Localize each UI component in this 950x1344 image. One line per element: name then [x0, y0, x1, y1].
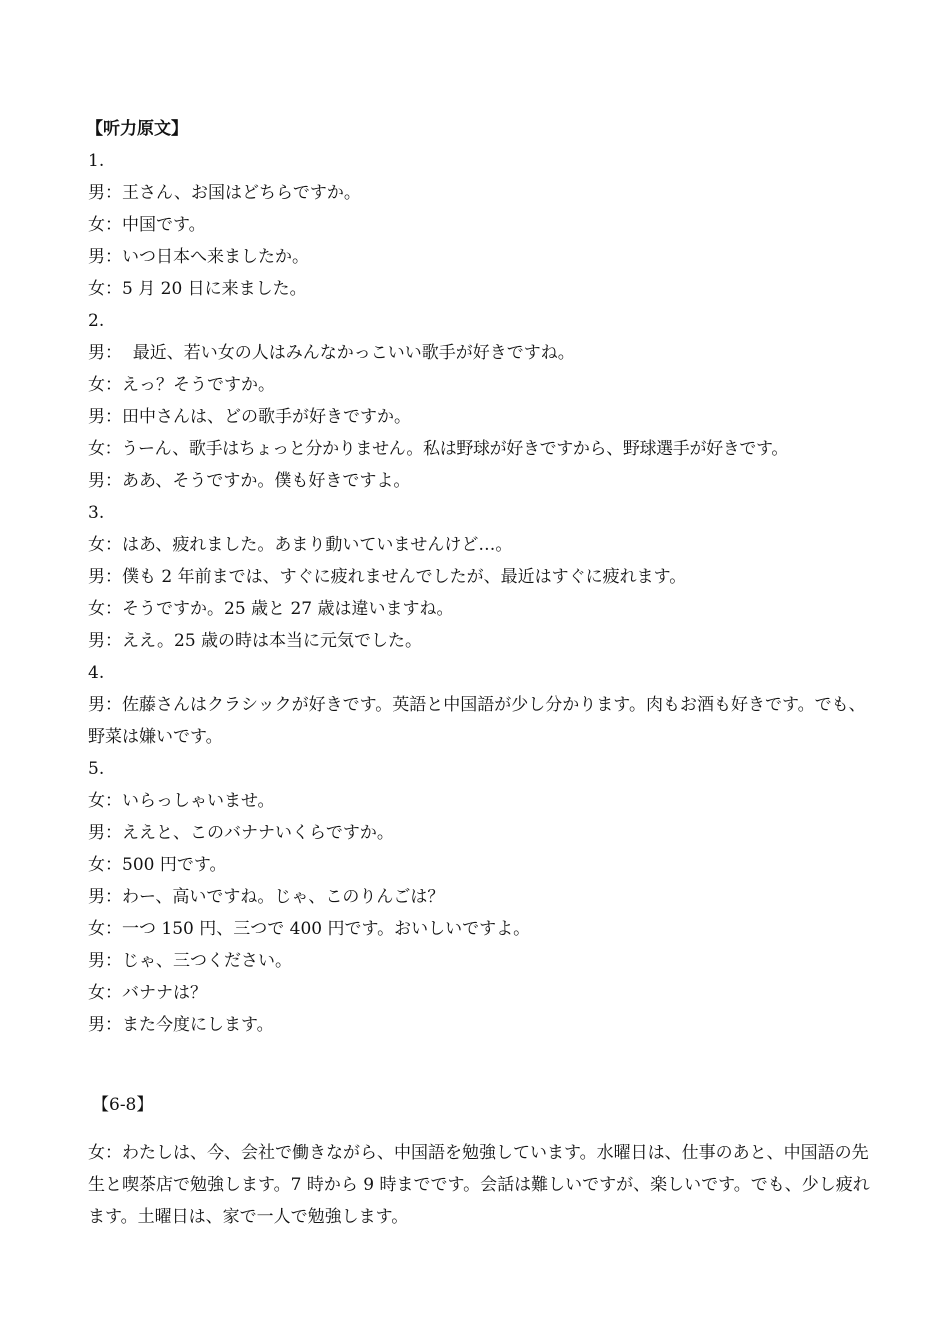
dialogue-line: 男：ええと、このバナナいくらですか。	[88, 823, 394, 843]
document-page	[88, 113, 878, 1233]
dialogue-line: 男：じゃ、三つください。	[88, 951, 292, 971]
dialogue-line: 女：いらっしゃいませ。	[88, 791, 275, 811]
dialogue-line: 女：5 月 20 日に来ました。	[88, 279, 307, 299]
dialogue-line: 男：田中さんは、どの歌手が好きですか。	[88, 407, 411, 427]
dialogue-line: 男：また今度にします。	[88, 1015, 274, 1035]
dialogue-line: 男：佐藤さんはクラシックが好きです。英語と中国語が少し分かります。肉もお酒も好きです。でも、野菜は嫌いです。	[88, 695, 866, 747]
dialogue-line: 男：ああ、そうですか。僕も好きですよ。	[88, 471, 411, 491]
dialogue-number: 4.	[88, 663, 105, 683]
dialogue-line: 女：えっ？そうですか。	[88, 375, 275, 395]
dialogue-line: 女：中国です。	[88, 215, 206, 235]
dialogue-line: 女：そうですか。25 歳と 27 歳は違いますね。	[88, 599, 454, 619]
dialogue-number: 5.	[88, 759, 105, 779]
section-gap	[88, 1041, 878, 1089]
dialogue-line: 女：一つ 150 円、三つで 400 円です。おいしいですよ。	[88, 919, 531, 939]
dialogue-line: 男： 最近、若い女の人はみんなかっこいい歌手が好きですね。	[88, 343, 575, 363]
dialogue-line: 男：王さん、お国はどちらですか。	[88, 183, 361, 203]
dialogue-number: 2.	[88, 311, 105, 331]
section-heading: 【6-8】	[92, 1095, 154, 1115]
dialogue-line: 男：ええ。25 歳の時は本当に元気でした。	[88, 631, 423, 651]
dialogue-line: 男：いつ日本へ来ましたか。	[88, 247, 309, 267]
dialogue-number: 3.	[88, 503, 105, 523]
dialogue-number: 1.	[88, 151, 105, 171]
page-heading: 【听力原文】	[86, 119, 188, 139]
dialogue-line: 女：500 円です。	[88, 855, 227, 875]
dialogue-line: 男：僕も 2 年前までは、すぐに疲れませんでしたが、最近はすぐに疲れます。	[88, 567, 687, 587]
dialogue-line: 女：うーん、歌手はちょっと分かりません。私は野球が好きですから、野球選手が好きです。	[88, 439, 788, 459]
dialogue-line: 女：バナナは？	[88, 983, 207, 1003]
dialogue-line: 男：わー、高いですね。じゃ、このりんごは？	[88, 887, 445, 907]
section-gap	[88, 1121, 878, 1137]
monologue-paragraph: 女：わたしは、今、会社で働きながら、中国語を勉強しています。水曜日は、仕事のあと、中国語の先生と喫茶店で勉強します。7 時から 9 時までです。会話は難しいですが、楽しいです。でも、少し疲れます。土曜日は、家で一人で勉強します。	[88, 1143, 870, 1227]
dialogue-line: 女：はあ、疲れました。あまり動いていませんけど…。	[88, 535, 513, 555]
